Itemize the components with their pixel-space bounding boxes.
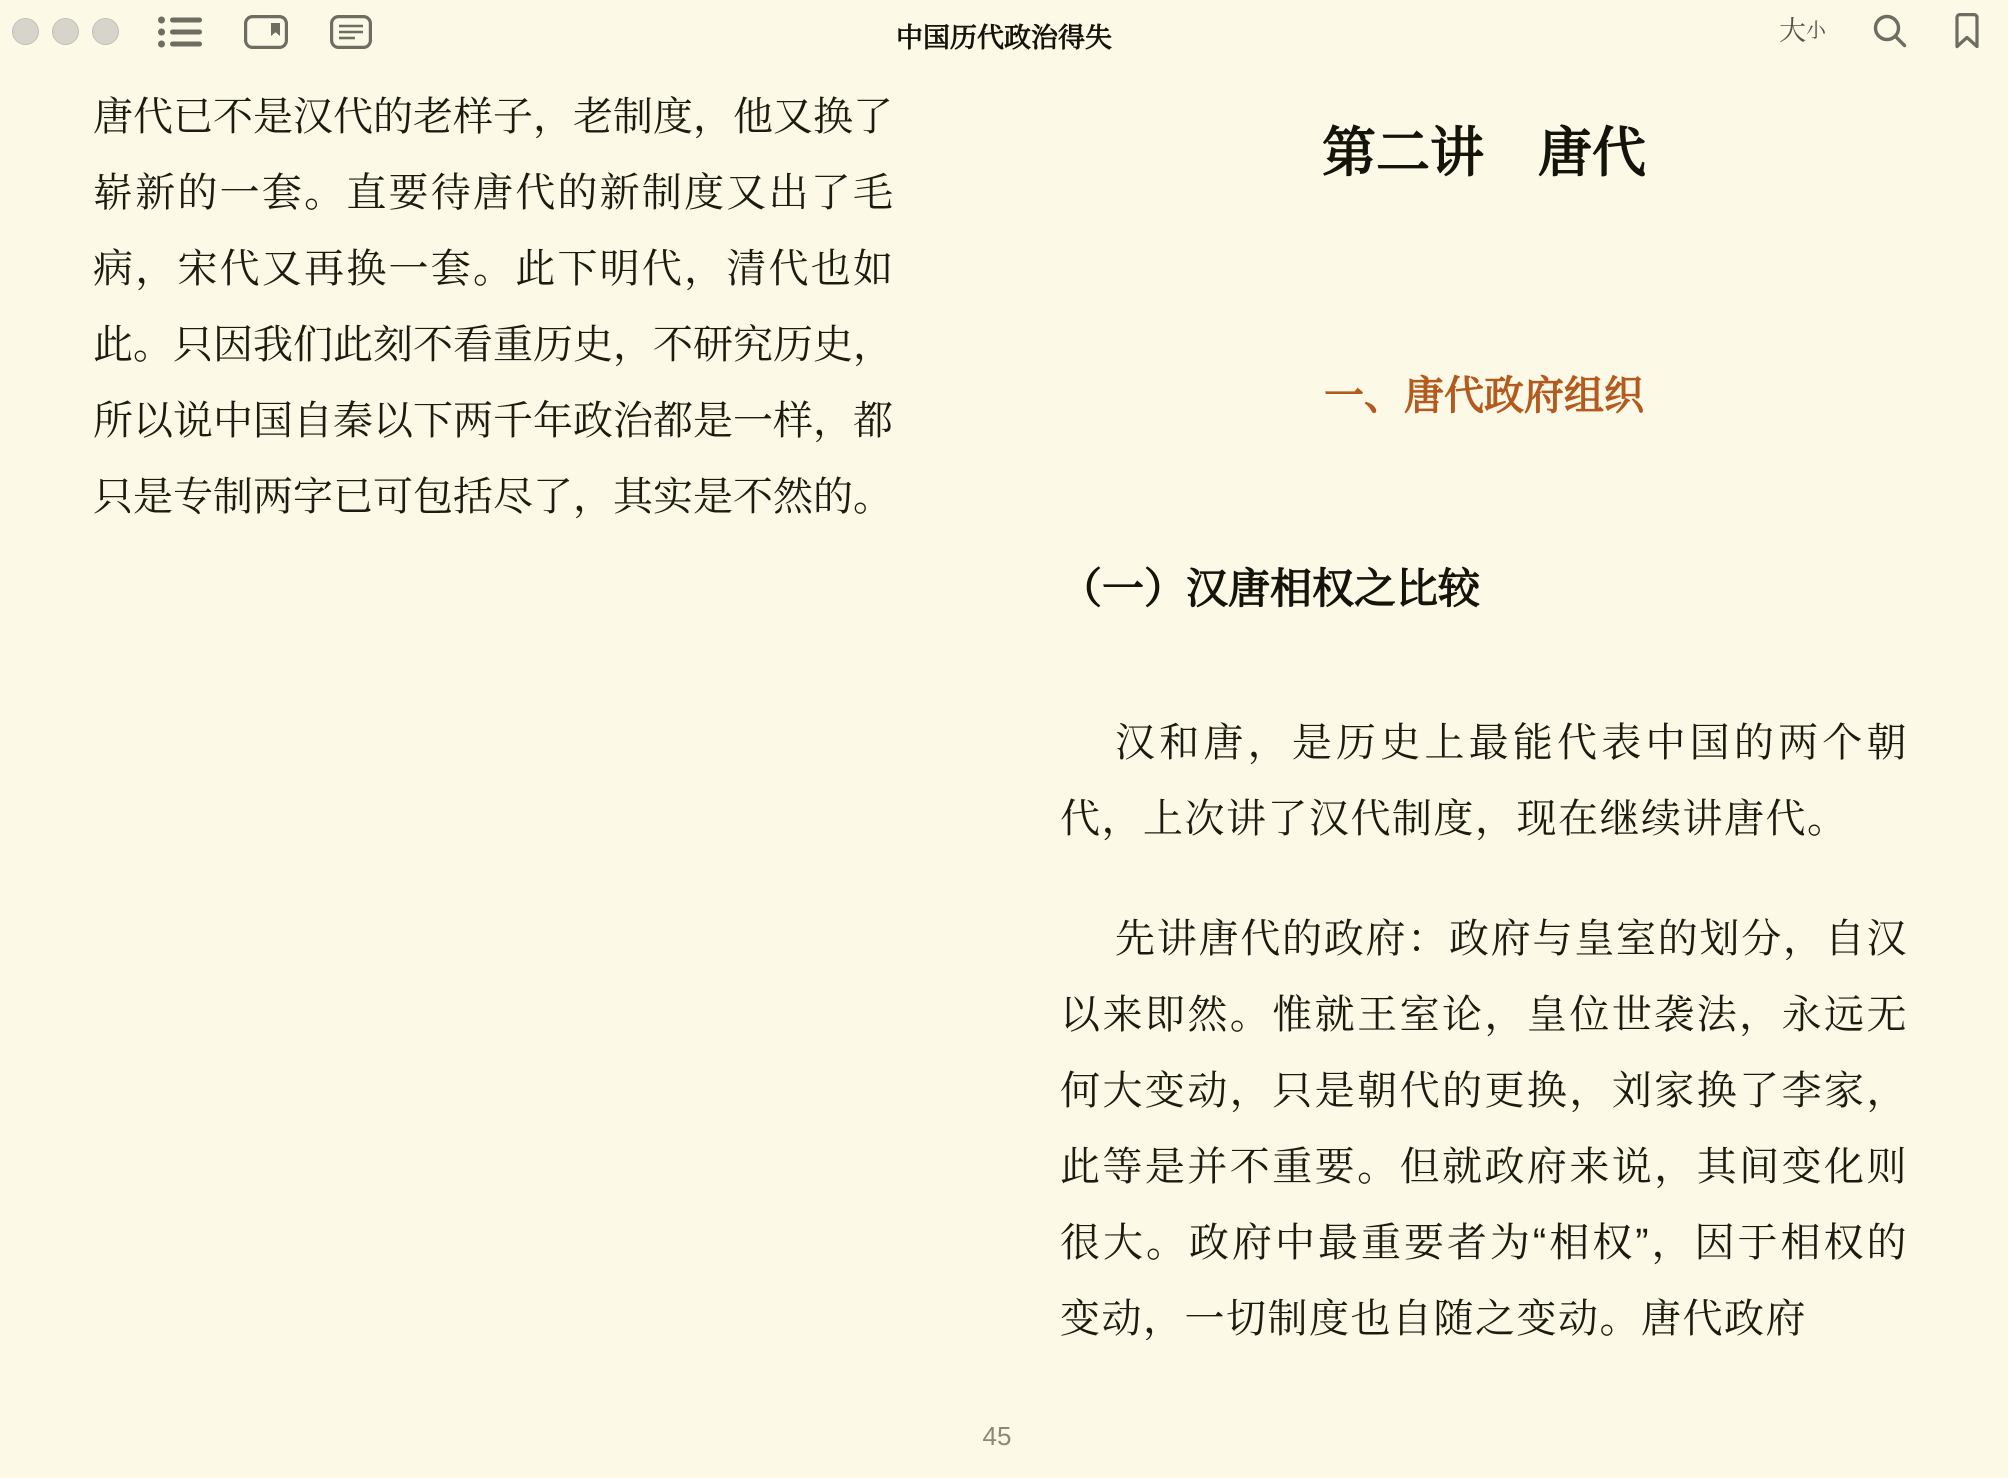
left-page-paragraph: 唐代已不是汉代的老样子，老制度，他又换了崭新的一套。直要待唐代的新制度又出了毛病，宋代又再换一套。此下明代，清代也如此。只因我们此刻不看重历史，不研究历史，所以说中国自秦以下两千年政治都是一样，都只是专制两字已可包括尽了，其实是不然的。 [93,95,893,519]
bookmark-button[interactable] [1954,13,1980,49]
window-minimize-button[interactable] [52,18,79,45]
right-page [1060,0,1908,1357]
font-size-large-label: 大 [1779,16,1806,46]
right-page-paragraph: 先讲唐代的政府：政府与皇室的划分，自汉以来即然。惟就王室论，皇位世袭法，永远无何大变动，只是朝代的更换，刘家换了李家，此等是并不重要。但就政府来说，其间变化则很大。政府中最重要者为“相权”，因于相权的变动，一切制度也自随之变动。唐代政府 [1060,917,1908,1341]
right-page-paragraph: 汉和唐，是历史上最能代表中国的两个朝代，上次讲了汉代制度，现在继续讲唐代。 [1060,721,1908,841]
page-bookmark-icon [244,15,288,49]
page-bookmark-button[interactable] [244,15,288,49]
section-heading: 一、唐代政府组织 [1324,374,1644,418]
font-size-small-label: 小 [1806,20,1826,42]
window-close-button[interactable] [12,18,39,45]
toc-icon [158,16,202,48]
notes-icon [330,15,372,49]
bookmark-icon [1954,13,1980,49]
toc-button[interactable] [158,16,202,48]
subsection-heading: （一）汉唐相权之比较 [1060,565,1481,612]
window-zoom-button[interactable] [92,18,119,45]
toolbar-left-group [158,15,372,49]
left-page [93,79,893,535]
page-number: 45 [982,1421,1012,1451]
window-controls [12,18,119,45]
chapter-title: 第二讲 唐代 [1322,123,1646,183]
book-title: 中国历代政治得失 [896,23,1112,53]
notes-button[interactable] [330,15,372,49]
